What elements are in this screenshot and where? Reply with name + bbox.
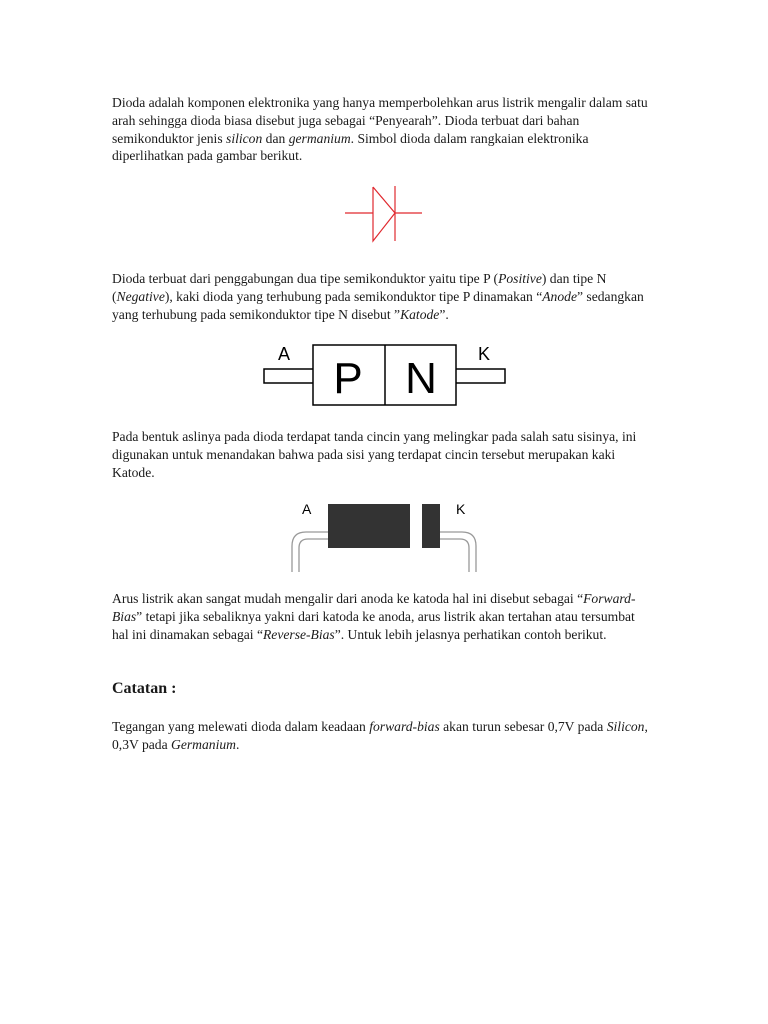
italic-text: Forward-Bias [112,591,636,624]
text-run: ”. [439,306,449,322]
italic-text: Silicon [606,719,645,734]
text-run: akan turun sebesar 0,7V pada [439,719,607,734]
text-run: ) dan tipe N ( [112,271,610,304]
anode-lead [264,369,314,383]
pn-junction-figure [258,340,510,410]
cathode-band [410,504,422,548]
cathode-lead [455,369,505,383]
paragraph-cathode-ring [112,428,652,481]
italic-text: Negative [116,288,165,304]
diode-body [328,504,440,548]
italic-text: Germanium [171,736,236,752]
text-run: dan [262,130,289,146]
text-run: ” sedangkan yang terhubung pada semikonduktor tipe N disebut ” [112,288,648,322]
italic-text: germanium [288,130,351,146]
anode-leg [292,532,328,572]
pn-anode-label: A [278,344,291,364]
physical-cathode-label: K [456,501,466,517]
text-run: ), kaki dioda yang terhubung pada semikonduktor tipe P dinamakan “ [164,288,543,304]
text-run: . Simbol dioda dalam rangkaian elektronika diperlihatkan pada gambar berikut. [112,130,592,164]
n-region-label: N [405,354,437,403]
text-run: ” tetapi jika sebaliknya yakni dari katoda ke anoda, arus listrik akan tertahan atau tersumbat hal ini dinamakan sebagai “ [112,608,639,642]
paragraph-note [112,718,652,754]
text-run: Tegangan yang melewati dioda dalam keadaan [112,719,370,734]
paragraph-bias [112,590,652,643]
cathode-leg [440,532,476,572]
italic-text: Reverse-Bias [263,626,335,642]
text-run: Dioda terbuat dari penggabungan dua tipe semikonduktor yaitu tipe P ( [112,271,499,286]
text-run: Pada bentuk aslinya pada dioda terdapat tanda cincin yang melingkar pada salah satu sisinya, ini digunakan untuk menandakan bahwa pada sisi yang terdapat cincin tersebut merupakan kaki Katode. [112,429,640,480]
paragraph-intro [112,94,652,165]
diode-symbol-figure [340,183,426,245]
italic-text: forward-bias [369,719,440,734]
pn-cathode-label: K [478,344,491,364]
italic-text: Anode [542,288,577,304]
italic-text: Positive [498,271,542,286]
text-run: . [235,736,240,752]
text-run: , 0,3V pada [112,719,652,752]
p-region-label: P [333,354,363,403]
physical-anode-label: A [302,501,312,517]
diode-symbol [345,186,422,241]
italic-text: silicon [226,130,263,146]
note-heading: Catatan : [112,680,177,697]
italic-text: Katode [400,306,440,322]
text-run: ”. Untuk lebih jelasnya perhatikan contoh berikut. [334,626,607,642]
paragraph-pn-junction [112,270,652,323]
text-run: Arus listrik akan sangat mudah mengalir dari anoda ke katoda hal ini disebut sebagai “ [112,591,584,606]
physical-diode-figure [286,498,484,574]
text-run: Dioda adalah komponen elektronika yang hanya memperbolehkan arus listrik mengalir dalam satu arah sehingga dioda biasa disebut juga sebagai “Penyearah”. Dioda terbuat dari bahan semikonduktor jenis [112,95,652,146]
